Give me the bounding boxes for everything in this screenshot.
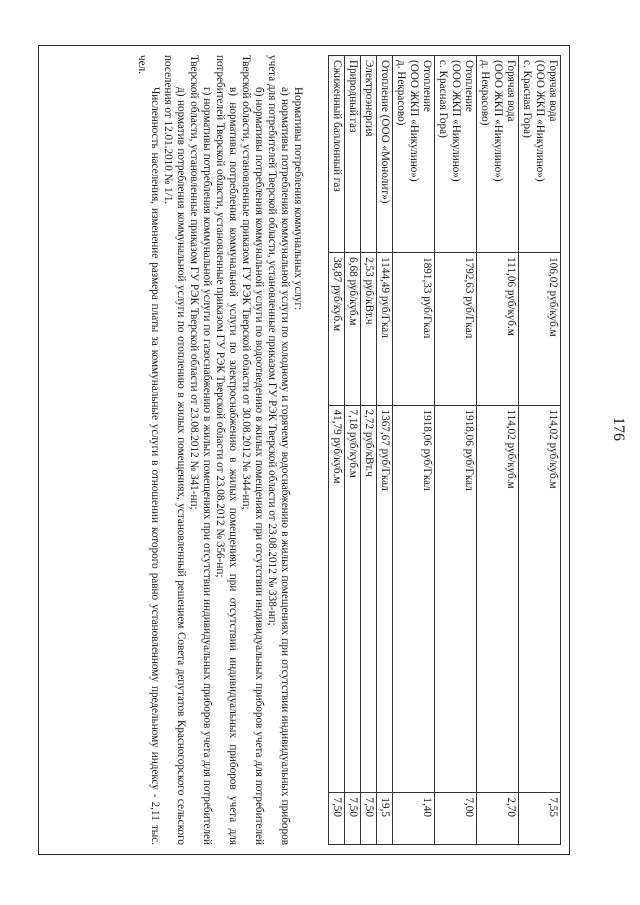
- norms-item-v: в) нормативы потребления коммунальной услуги по электроснабжению в жилых помещениях при отсутствии индивидуальных приборов учета для потребителей Тверской области, установленные приказом ГУ РЭК Тверской области от 23.08.2012 № 356-нп;: [214, 55, 239, 845]
- service-line: Электроэнергия: [363, 60, 375, 137]
- table-row: [377, 56, 393, 845]
- index-cell: 1,40: [393, 793, 435, 845]
- table-row: [477, 56, 519, 845]
- service-line: с. Красная Гора): [521, 60, 533, 138]
- tariff-new-cell: 7,18 руб/куб.м: [345, 405, 361, 793]
- service-cell: [361, 56, 377, 253]
- service-cell: [477, 56, 519, 253]
- frame-left-rule: [38, 45, 39, 855]
- index-cell: 7,50: [361, 793, 377, 845]
- tariff-table: [328, 55, 561, 845]
- service-line: Горячая вода: [547, 60, 559, 122]
- index-cell: 7,00: [435, 793, 477, 845]
- table-row: [393, 56, 435, 845]
- tariff-new-cell: 1918,06 руб/Гкал: [393, 405, 435, 793]
- frame-right-rule: [569, 45, 570, 855]
- service-line: с. Красная Гора): [437, 60, 449, 138]
- tariff-old-cell: 106,02 руб/куб.м: [519, 253, 561, 405]
- index-cell: 7,50: [345, 793, 361, 845]
- service-line: Горячая вода: [505, 60, 517, 122]
- service-line: Отопление: [463, 60, 475, 112]
- tariff-old-cell: 2,53 руб/кВт.ч: [361, 253, 377, 405]
- service-cell: [377, 56, 393, 253]
- tariff-old-cell: 111,06 руб/куб.м: [477, 253, 519, 405]
- norms-item-b: б) нормативы потребления коммунальной услуги по водоотведению в жилых помещениях при отсутствии индивидуальных приборов учета для потребителей Тверской области, установленные приказом ГУ РЭК Тверской области от 30.08.2012 № 344-нп;: [240, 55, 265, 845]
- service-line: Природный газ: [347, 60, 359, 133]
- index-cell: 19,5: [377, 793, 393, 845]
- service-cell: [329, 56, 345, 253]
- norms-item-g: г) нормативы потребления коммунальной услуги по газоснабжению в жилых помещениях при отсутствии индивидуальных приборов учета для потребителей Тверской области, установленные приказом ГУ РЭК Тверской области от 23.08.2012 № 341-нп;: [188, 55, 213, 845]
- table-row: [435, 56, 477, 845]
- tariff-old-cell: 1792,63 руб/Гкал: [435, 253, 477, 405]
- service-line: Отопление (ООО «Монолит»): [379, 60, 391, 204]
- tariff-old-cell: 1891,33 руб/Гкал: [393, 253, 435, 405]
- tariff-new-cell: 1367,67 руб/Гкал: [377, 405, 393, 793]
- norms-item-a: а) нормативы потребления коммунальной услуги по холодному и горячему водоснабжению в жилых помещениях при отсутствии индивидуальных приборов учета для потребителей Тверской области, установленные приказом ГУ РЭК Тверской области от 23.08.2012 № 338-нп;: [266, 55, 291, 845]
- table-row: [361, 56, 377, 845]
- page-number: 176: [610, 417, 627, 441]
- tariff-old-cell: 1144,49 руб/Гкал: [377, 253, 393, 405]
- consumption-norms-text: [135, 55, 304, 845]
- service-line: Отопление: [421, 60, 433, 112]
- service-line: (ООО ЖКП «Никулино»): [408, 60, 420, 182]
- norms-heading: Нормативы потребления коммунальных услуг:: [292, 87, 304, 311]
- service-line: (ООО ЖКП «Никулино»): [492, 60, 504, 182]
- service-cell: [345, 56, 361, 253]
- table-row: [519, 56, 561, 845]
- index-cell: 7,55: [519, 793, 561, 845]
- service-line: Сжиженный баллонный газ: [331, 60, 343, 192]
- tariff-old-cell: 6,68 руб/куб.м: [345, 253, 361, 405]
- tariff-new-cell: 114,02 руб/куб.м: [477, 405, 519, 793]
- table-row: [329, 56, 345, 845]
- service-line: д. Некрасово): [395, 60, 407, 126]
- index-cell: 2,70: [477, 793, 519, 845]
- service-line: (ООО ЖКП «Никулино»): [534, 60, 546, 182]
- tariff-new-cell: 1918,06 руб/Гкал: [435, 405, 477, 793]
- service-cell: [435, 56, 477, 253]
- population-note: Численность населения, изменение размера платы за коммунальные услуги в отношении которого равно установленному предельному индексу - 2,11 тыс. чел.: [136, 55, 161, 845]
- tariff-old-cell: 38,87 руб/куб.м: [329, 253, 345, 405]
- service-cell: [519, 56, 561, 253]
- rotated-page-content: [69, 45, 569, 855]
- tariff-new-cell: 2,72 руб/кВт.ч: [361, 405, 377, 793]
- service-line: д. Некрасово): [479, 60, 491, 126]
- index-cell: 7,50: [329, 793, 345, 845]
- service-line: (ООО ЖКП «Никулино»): [450, 60, 462, 182]
- norms-item-d: д) норматив потребления коммунальной услуги по отоплению в жилых помещениях, установленный решением Совета депутатов Красногорского сельского поселения от 12.01.2010 № 1/1.: [162, 55, 187, 845]
- tariff-new-cell: 41,79 руб/куб.м: [329, 405, 345, 793]
- table-row: [345, 56, 361, 845]
- tariff-new-cell: 114,02 руб/куб.м: [519, 405, 561, 793]
- service-cell: [393, 56, 435, 253]
